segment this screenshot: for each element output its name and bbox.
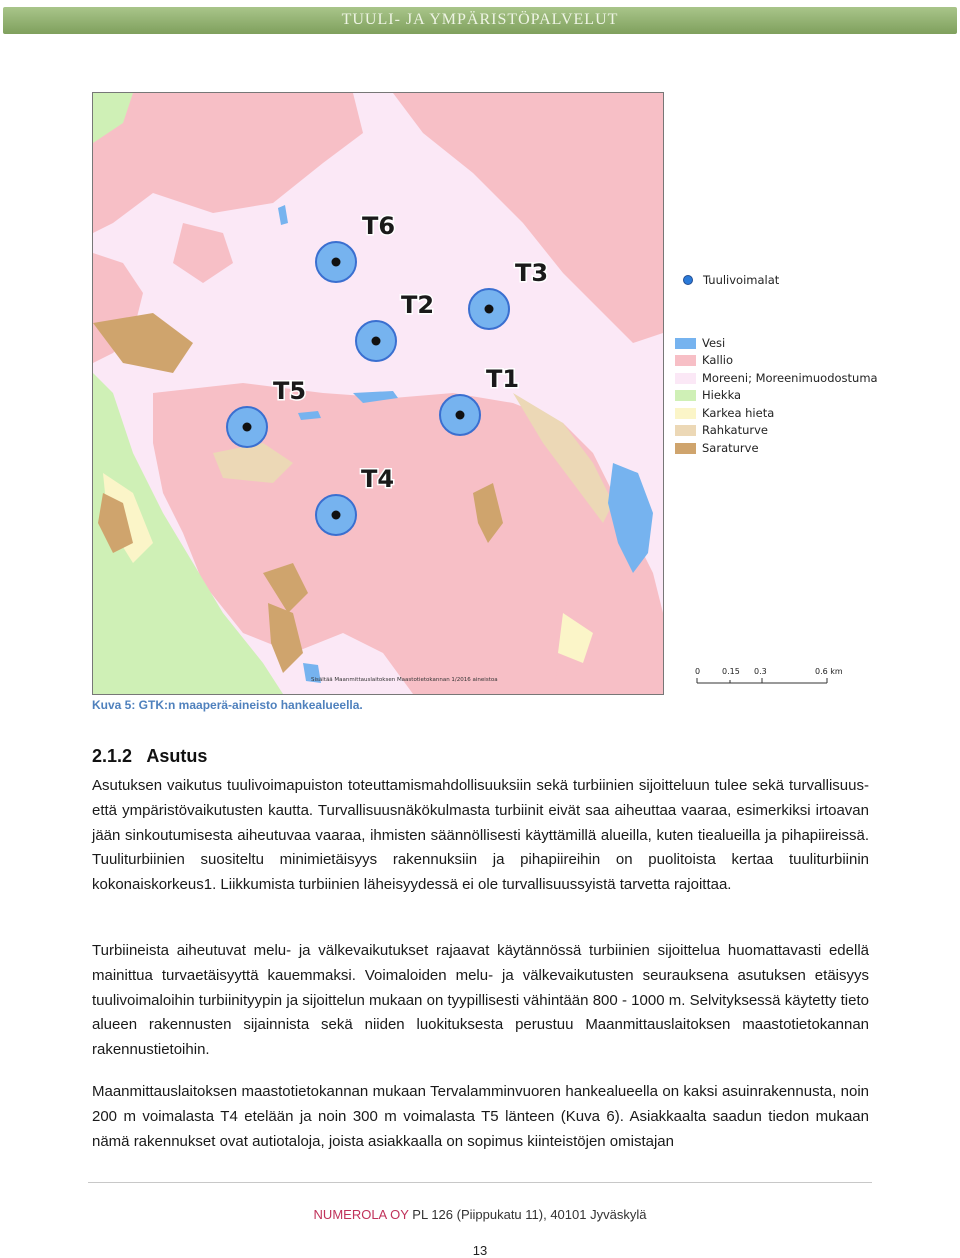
wind-turbine-icon <box>683 275 693 285</box>
scale-tick-015: 0.15 <box>722 667 740 676</box>
legend-swatch-rahkaturve <box>675 425 696 436</box>
paragraph-2: Turbiineista aiheutuvat melu- ja välkevaikutukset rajaavat käytännössä turbiinien sijoittelua huomattavasti edellä mainittua turvaetäisyyttä kauemmaksi. Voimaloiden melu- ja välkevaikutusten seurauksena asutuksen etäisyys tuulivoimaloihin turbiinityypin ja sijoittelun mukaan on tyypillisesti vähintään 800 - 1000 m. Selvityksessä käytetty tieto alueen rakennusten sijainnista sekä niiden luokituksesta perustuu Maanmittauslaitoksen maastotietokannan rakennustietoihin. <box>92 942 869 1059</box>
legend-label-kallio: Kallio <box>702 353 734 367</box>
map-credit: Sisältää Maanmittauslaitoksen Maastotietokannan 1/2016 aineistoa <box>311 677 498 683</box>
legend-label-hiekka: Hiekka <box>702 388 742 402</box>
section-number: 2.1.2 <box>92 746 133 766</box>
turbine-label-t2: T2 <box>401 291 435 319</box>
legend-swatch-saraturve <box>675 443 696 454</box>
header-title: TUULI- JA YMPÄRISTÖPALVELUT <box>341 11 619 28</box>
section-title: Asutus <box>146 746 208 766</box>
footer-company: NUMEROLA OY <box>313 1207 409 1222</box>
turbine-label-t1: T1 <box>486 365 520 393</box>
turbine-dot-t5 <box>243 423 252 432</box>
scale-bar <box>694 667 854 693</box>
legend-label-saraturve: Saraturve <box>702 441 759 455</box>
turbine-dot-t1 <box>456 411 465 420</box>
legend-swatch-vesi <box>675 338 696 349</box>
footer-divider <box>88 1182 872 1183</box>
paragraph-3: Maanmittauslaitoksen maastotietokannan mukaan Tervalamminvuoren hankealueella on kaksi asuinrakennusta, noin 200 m voimalasta T4 etelään ja noin 300 m voimalasta T5 länteen (Kuva 6). Asiakkaalta saadun tiedon mukaan nämä rakennukset ovat autiotaloja, joista asiakkaalla on sopimus kiinteistöjen omistajan <box>92 1083 869 1150</box>
turbine-dot-t4 <box>332 511 341 520</box>
legend-label-vesi: Vesi <box>702 336 726 350</box>
turbine-dot-t6 <box>332 258 341 267</box>
legend-label-rahkaturve: Rahkaturve <box>702 423 768 437</box>
legend-swatch-kallio <box>675 355 696 366</box>
legend-label-moreeni: Moreeni; Moreenimuodostuma <box>702 371 878 385</box>
page-header-bar <box>3 7 957 34</box>
section-heading <box>92 746 207 767</box>
footer-address: PL 126 (Piippukatu 11), 40101 Jyväskylä <box>412 1207 647 1222</box>
turbine-dot-t2 <box>372 337 381 346</box>
turbine-dot-t3 <box>485 305 494 314</box>
scale-tick-0: 0 <box>695 667 701 676</box>
page-footer <box>0 1207 960 1222</box>
soil-map-canvas <box>93 93 663 694</box>
turbine-label-t4: T4 <box>361 465 395 493</box>
legend-swatch-hiekka <box>675 390 696 401</box>
paragraph-1: Asutuksen vaikutus tuulivoimapuiston toteuttamismahdollisuuksiin sekä turbiinien sijoitteluun tulee sekä turvallisuus- että ympäristövaikutusten kautta. Turvallisuusnäkökulmasta turbiinit eivät saa aiheuttaa vaaraa, esimerkiksi irtoavan jään sinkoutumisesta aiheutuvaa vaaraa, ihmisten säännöllisesti käyttämillä alueilla, kuten tiealueilla ja pihapiireissä. Tuuliturbiinien suositeltu minimietäisyys rakennuksiin ja pihapiireihin on puolitoista kertaa tuuliturbiinin kokonaiskorkeus1. Liikkumista turbiinien läheisyydessä ei ole turvallisuussyistä tarvetta rajoittaa. <box>92 777 869 894</box>
legend-swatch-karkea-hieta <box>675 408 696 419</box>
legend-turbines-label: Tuulivoimalat <box>703 273 780 287</box>
turbine-label-t3: T3 <box>515 259 549 287</box>
turbine-label-t5: T5 <box>273 377 307 405</box>
scale-tick-06: 0.6 km <box>815 667 843 676</box>
legend-label-karkea-hieta: Karkea hieta <box>702 406 775 420</box>
scale-bar-graphic <box>694 667 854 693</box>
legend-swatch-moreeni <box>675 373 696 384</box>
figure-caption: Kuva 5: GTK:n maaperä-aineisto hankealueella. <box>92 698 363 712</box>
turbine-label-t6: T6 <box>362 212 396 240</box>
scale-tick-03: 0.3 <box>754 667 767 676</box>
soil-map <box>92 92 664 695</box>
page-number: 13 <box>472 1243 488 1258</box>
